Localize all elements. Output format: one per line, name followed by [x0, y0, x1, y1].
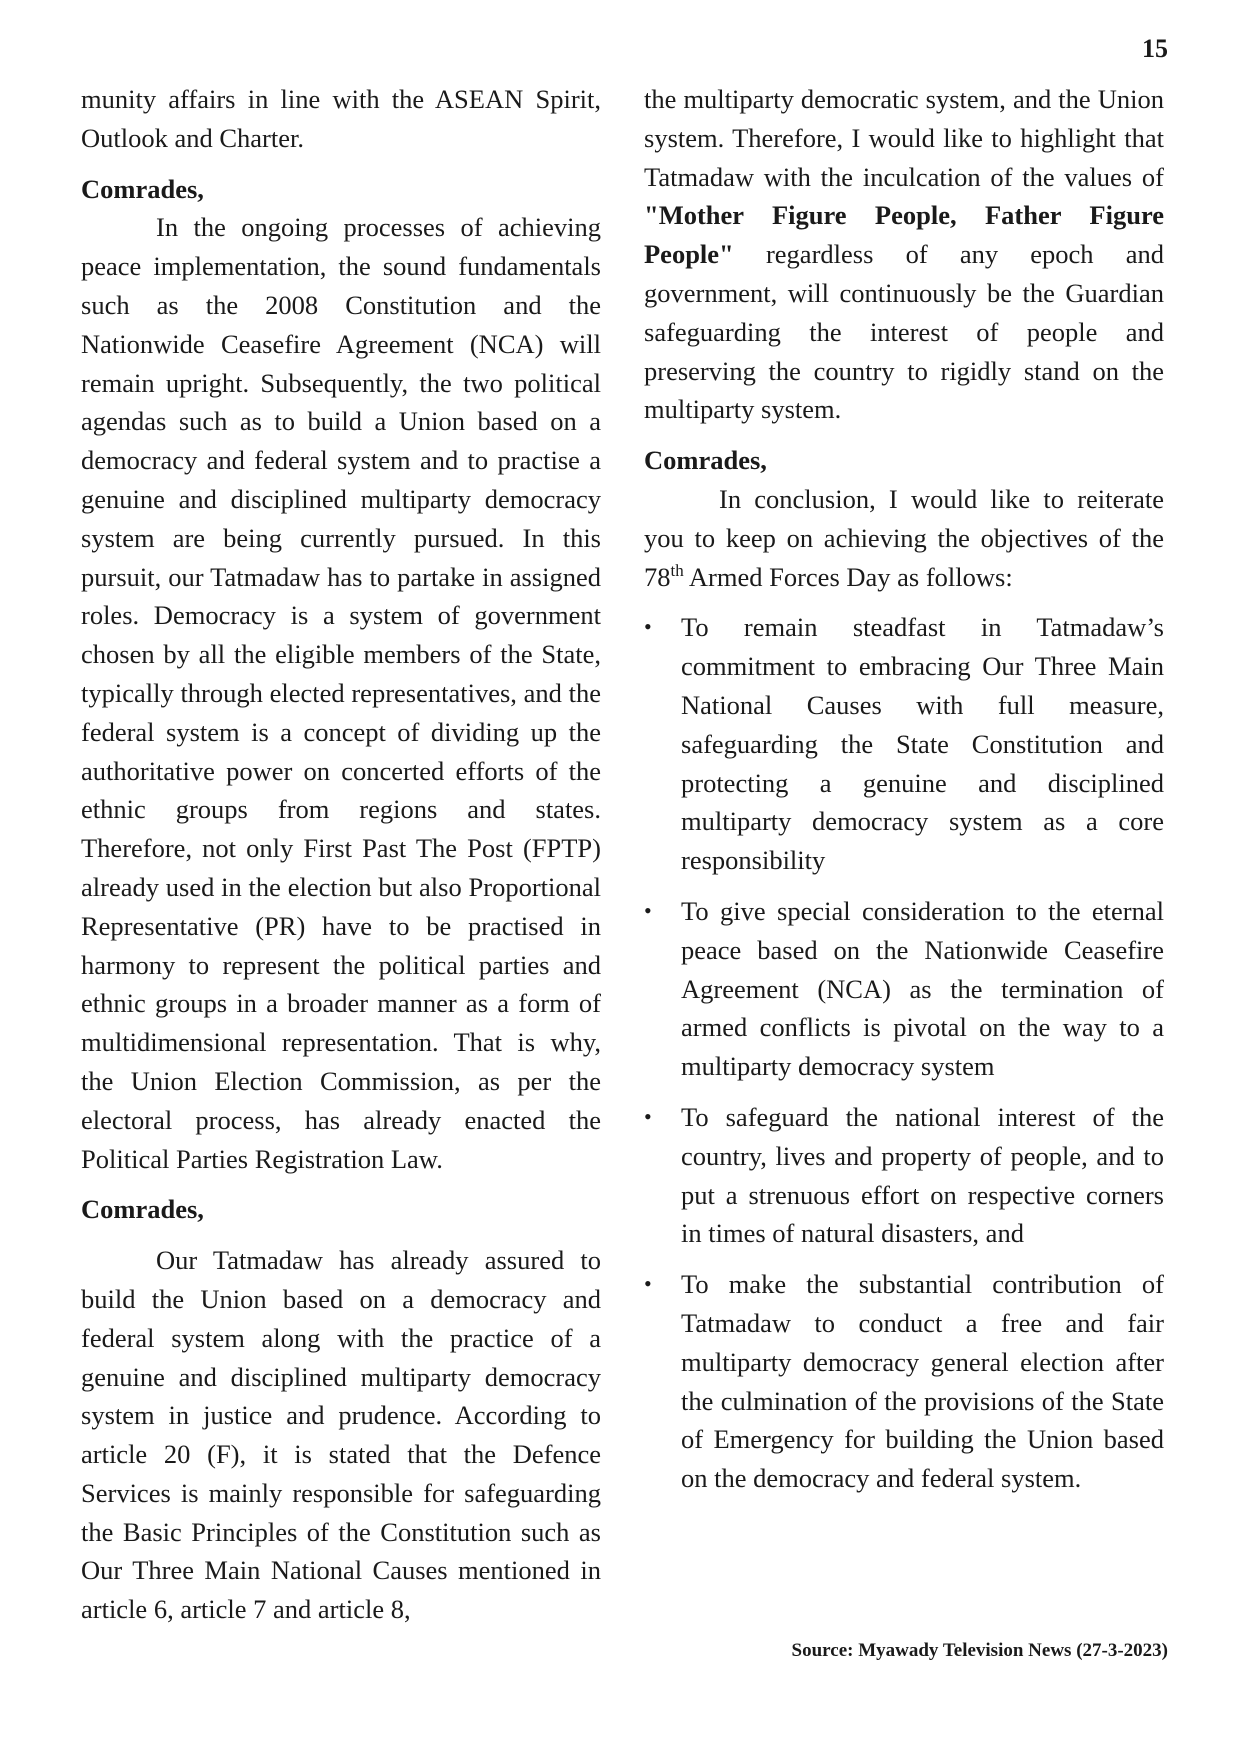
paragraph: munity affairs in line with the ASEAN Spirit, Outlook and Charter. — [81, 84, 601, 153]
left-column — [81, 80, 601, 1629]
section-heading: Comrades, — [81, 173, 204, 204]
section-heading: Comrades, — [81, 1194, 204, 1225]
paragraph-text: regardless of any epoch and government, will continuously be the Guardian safeguarding the interest of people and preserving the country to rigidly stand on the multiparty system. — [644, 239, 1164, 425]
page-number: 15 — [1142, 34, 1168, 63]
list-item — [644, 1265, 1164, 1498]
section-heading: Comrades, — [644, 445, 767, 476]
objectives-list — [644, 608, 1164, 1498]
list-item — [644, 1098, 1164, 1253]
paragraph: Our Tatmadaw has already assured to build the Union based on a democracy and federal system along with the practice of a genuine and disciplined multiparty democracy system in justice and prudence. According to article 20 (F), it is stated that the Defence Services is mainly responsible for safeguarding the Basic Principles of the Constitution such as Our Three Main National Causes mentioned in article 6, article 7 and article 8, — [81, 1245, 601, 1625]
list-item — [644, 608, 1164, 880]
bullet-icon: • — [644, 897, 652, 923]
right-column — [644, 80, 1164, 1510]
list-item — [644, 892, 1164, 1086]
ordinal-suffix: th — [670, 560, 684, 580]
paragraph — [644, 480, 1164, 596]
paragraph-text: the multiparty democratic system, and the Union system. Therefore, I would like to highlight that Tatmadaw with the inculcation of the values of — [644, 84, 1164, 192]
list-item-text: To safeguard the national interest of the country, lives and property of people, and to put a strenuous effort on respective corners in times of natural disasters, and — [681, 1101, 1164, 1249]
source-citation: Source: Myawady Television News (27-3-2023) — [791, 1640, 1168, 1661]
list-item-text: To make the substantial contribution of Tatmadaw to conduct a free and fair multiparty democracy general election after the culmination of the provisions of the State of Emergency for building the Union based on the democracy and federal system. — [681, 1269, 1164, 1494]
bullet-icon: • — [644, 614, 652, 640]
list-item-text: To give special consideration to the eternal peace based on the Nationwide Ceasefire Agreement (NCA) as the termination of armed conflicts is pivotal on the way to a multiparty democracy system — [681, 895, 1164, 1082]
bullet-icon: • — [644, 1271, 652, 1297]
paragraph-text: In conclusion, I would like to reiterate you to keep on achieving the objectives of the 78 — [644, 483, 1164, 592]
bullet-icon: • — [644, 1103, 652, 1129]
paragraph — [644, 80, 1164, 429]
paragraph-text: Armed Forces Day as follows: — [683, 561, 1013, 592]
highlighted-phrase: "Mother Figure People, Father Figure People" — [644, 200, 1164, 270]
list-item-text: To remain steadfast in Tatmadaw’s commitment to embracing Our Three Main National Causes with full measure, safeguarding the State Constitution and protecting a genuine and disciplined multiparty democracy system as a core responsibility — [681, 612, 1164, 876]
paragraph: In the ongoing processes of achieving peace implementation, the sound fundamentals such as the 2008 Constitution and the Nationwide Ceasefire Agreement (NCA) will remain upright. Subsequently, the two political agendas such as to build a Union based on a democracy and federal system and to practise a genuine and disciplined multiparty democracy system are being currently pursued. In this pursuit, our Tatmadaw has to partake in assigned roles. Democracy is a system of government chosen by all the eligible members of the State, typically through elected representatives, and the federal system is a concept of dividing up the authoritative power on concerted efforts of the ethnic groups from regions and states. Therefore, not only First Past The Post (FPTP) already used in the election but also Proportional Representative (PR) have to be practised in harmony to represent the political parties and ethnic groups in a broader manner as a form of multidimensional representation. That is why, the Union Election Commission, as per the electoral process, has already enacted the Political Parties Registration Law. — [81, 212, 601, 1174]
